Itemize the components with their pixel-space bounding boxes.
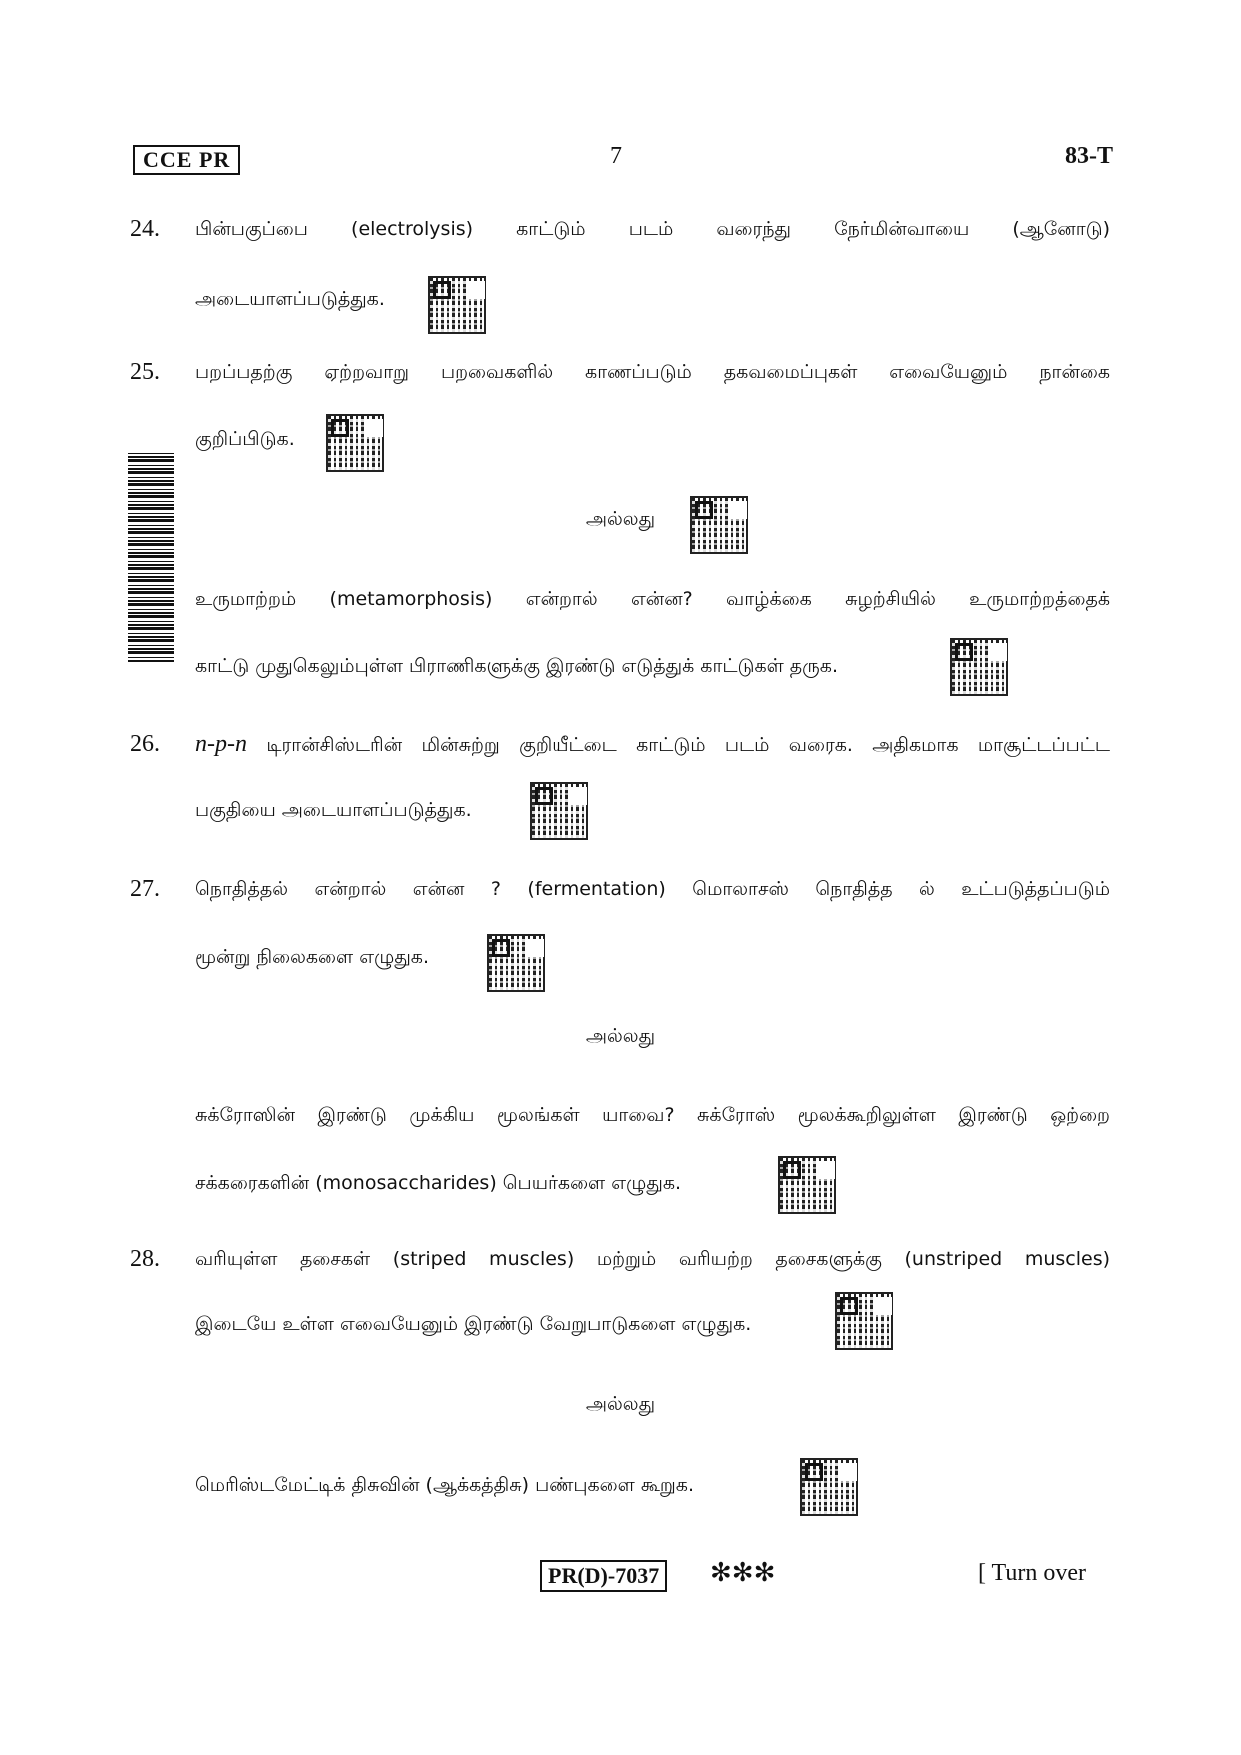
qr-code-icon bbox=[530, 782, 588, 840]
turn-over-label: [ Turn over bbox=[978, 1560, 1087, 1586]
q27-line-2: மூன்று நிலைகளை எழுதுக. bbox=[195, 946, 429, 968]
q24-line-2 bbox=[195, 284, 1110, 314]
q27-line-1: நொதித்தல் என்றால் என்ன ? (fermentation) மொலாசஸ் நொதித்த ல் உட்படுத்தப்படும் bbox=[195, 878, 1110, 900]
q28-alt-line-1: மெரிஸ்டமேட்டிக் திசுவின் (ஆக்கத்திசு) பண்புகளை கூறுக. bbox=[195, 1474, 694, 1496]
qr-code-icon bbox=[835, 1292, 893, 1350]
q25-alt-line-1: உருமாற்றம் (metamorphosis) என்றால் என்ன? வாழ்க்கை சுழற்சியில் உருமாற்றத்தைக் bbox=[195, 588, 1110, 610]
q27-alt-line-1: சுக்ரோஸின் இரண்டு முக்கிய மூலங்கள் யாவை? சுக்ரோஸ் மூலக்கூறிலுள்ள இரண்டு ஒற்றை bbox=[195, 1104, 1110, 1126]
q26-line-1-text: டிரான்சிஸ்டரின் மின்சுற்று குறியீட்டை காட்டும் படம் வரைக. அதிகமாக மாசூட்டப்பட்ட bbox=[266, 734, 1110, 756]
q27-alt-line-2: சக்கரைகளின் (monosaccharides) பெயர்களை எழுதுக. bbox=[195, 1172, 682, 1194]
footer-code-box: PR(D)-7037 bbox=[540, 1560, 667, 1592]
q26-line-1 bbox=[195, 729, 1110, 760]
question-number-27: 27. bbox=[130, 876, 160, 902]
question-number-24: 24. bbox=[130, 216, 160, 242]
q25-alt-line-2: காட்டு முதுகெலும்புள்ள பிராணிகளுக்கு இரண்டு எடுத்துக் காட்டுகள் தருக. bbox=[195, 655, 838, 677]
npn-label: n-p-n bbox=[195, 731, 247, 757]
qr-code-icon bbox=[326, 414, 384, 472]
q25-or-label bbox=[0, 508, 1241, 533]
q28-or-label bbox=[0, 1393, 1241, 1418]
paper-code: 83-T bbox=[1065, 143, 1113, 169]
q26-line-2: பகுதியை அடையாளப்படுத்துக. bbox=[195, 799, 472, 821]
q27-or-label bbox=[0, 1025, 1241, 1050]
header-code-box: CCE PR bbox=[133, 145, 240, 175]
q24-line-2-text: அடையாளப்படுத்துக. bbox=[195, 288, 385, 310]
q24-line-1: பின்பகுப்பை (electrolysis) காட்டும் படம் வரைந்து நேர்மின்வாயை (ஆனோடு) bbox=[195, 218, 1110, 240]
qr-code-icon bbox=[487, 934, 545, 992]
side-barcode bbox=[128, 452, 174, 662]
footer-ornament: ✻✻✻ bbox=[710, 1558, 776, 1588]
qr-code-icon bbox=[778, 1156, 836, 1214]
or-text: அல்லது bbox=[585, 1393, 656, 1415]
question-number-26: 26. bbox=[130, 731, 160, 757]
q28-line-2: இடையே உள்ள எவையேனும் இரண்டு வேறுபாடுகளை எழுதுக. bbox=[195, 1313, 752, 1335]
page-number: 7 bbox=[610, 143, 622, 169]
qr-code-icon bbox=[690, 496, 748, 554]
q28-line-1: வரியுள்ள தசைகள் (striped muscles) மற்றும் வரியற்ற தசைகளுக்கு (unstriped muscles) bbox=[195, 1248, 1110, 1270]
q25-line-2: குறிப்பிடுக. bbox=[195, 428, 295, 450]
question-number-25: 25. bbox=[130, 359, 160, 385]
qr-code-icon bbox=[428, 276, 486, 334]
or-text: அல்லது bbox=[585, 508, 656, 530]
q25-line-1: பறப்பதற்கு ஏற்றவாறு பறவைகளில் காணப்படும் தகவமைப்புகள் எவையேனும் நான்கை bbox=[195, 361, 1110, 383]
or-text: அல்லது bbox=[585, 1025, 656, 1047]
question-number-28: 28. bbox=[130, 1246, 160, 1272]
qr-code-icon bbox=[800, 1458, 858, 1516]
qr-code-icon bbox=[950, 638, 1008, 696]
